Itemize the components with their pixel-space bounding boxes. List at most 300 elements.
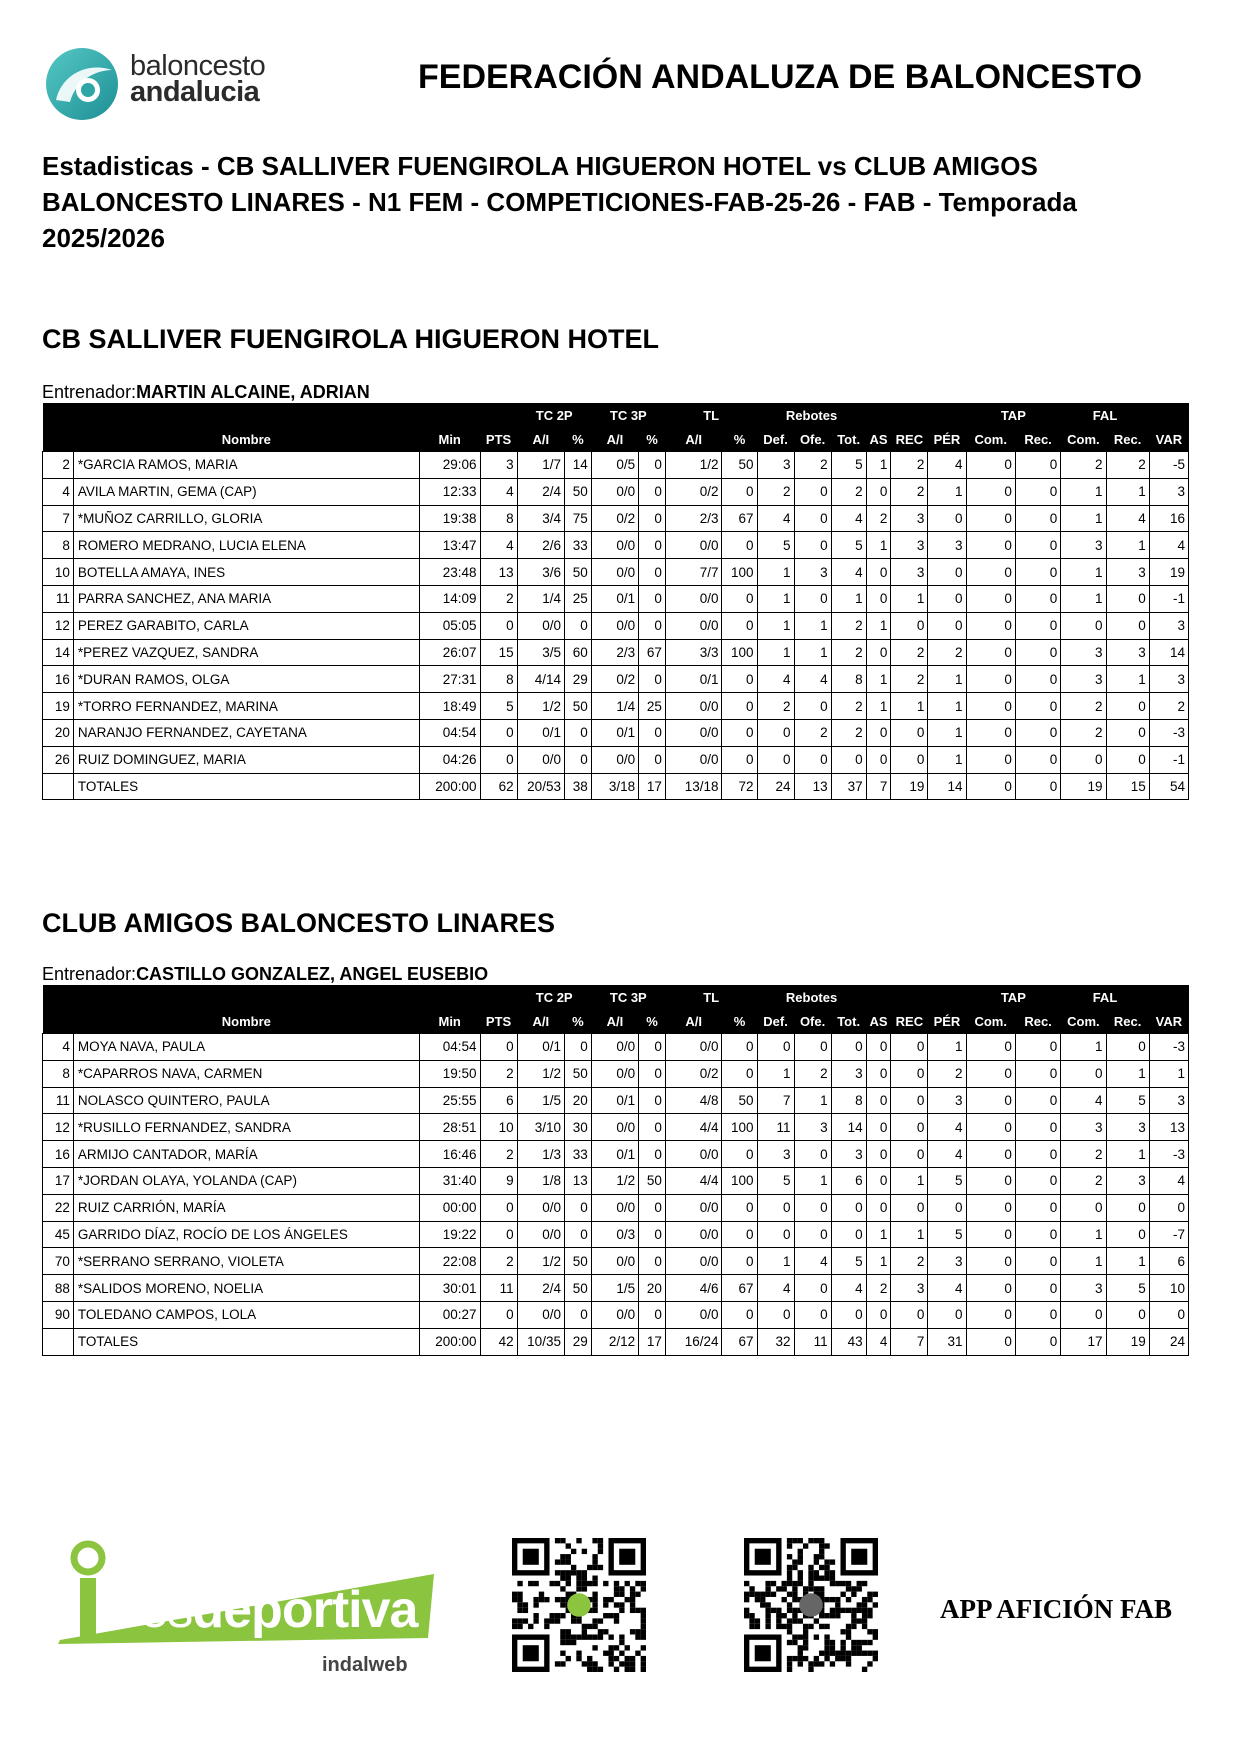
stat-cell: 1 xyxy=(794,1167,831,1194)
federation-title: FEDERACIÓN ANDALUZA DE BALONCESTO xyxy=(418,58,1143,96)
stat-cell: 3 xyxy=(1061,532,1106,559)
stat-cell: 9 xyxy=(480,1167,517,1194)
player-number: 2 xyxy=(43,452,74,479)
player-row xyxy=(43,1275,1189,1302)
stat-cell: 50 xyxy=(722,452,757,479)
stat-cell: 4 xyxy=(757,666,794,693)
column-header: Com. xyxy=(966,1009,1015,1034)
stat-cell: 3 xyxy=(1061,666,1106,693)
column-header: Rec. xyxy=(1015,427,1060,452)
column-header: A/I xyxy=(517,427,564,452)
stat-cell: 7/7 xyxy=(665,559,722,586)
stat-cell: 5 xyxy=(757,532,794,559)
stat-cell: 1 xyxy=(866,1221,891,1248)
player-row xyxy=(43,1167,1189,1194)
stat-cell: 0 xyxy=(480,1194,517,1221)
stat-cell: 13:47 xyxy=(419,532,480,559)
qr-code-android[interactable] xyxy=(512,1538,646,1672)
stat-cell: 0 xyxy=(966,1034,1015,1061)
stat-cell: 4/6 xyxy=(665,1275,722,1302)
stat-cell: 2 xyxy=(1061,1167,1106,1194)
player-row xyxy=(43,693,1189,720)
stat-cell: 1 xyxy=(757,1060,794,1087)
column-group-spacer xyxy=(43,403,518,427)
team-2-title: CLUB AMIGOS BALONCESTO LINARES xyxy=(42,908,556,938)
stat-cell: 72 xyxy=(722,773,757,800)
stat-cell: 0 xyxy=(722,746,757,773)
player-number: 90 xyxy=(43,1301,74,1328)
player-name: PEREZ GARABITO, CARLA xyxy=(73,612,419,639)
stat-cell: 0 xyxy=(564,612,591,639)
stat-cell: 2/3 xyxy=(665,505,722,532)
stat-cell: 0 xyxy=(639,505,666,532)
column-header: % xyxy=(722,1009,757,1034)
player-name: *RUSILLO FERNANDEZ, SANDRA xyxy=(73,1114,419,1141)
stat-cell: 0 xyxy=(831,1194,866,1221)
stat-cell: 20 xyxy=(564,1087,591,1114)
stat-cell: 0/1 xyxy=(591,1087,638,1114)
team-1-coach xyxy=(42,382,370,403)
stat-cell: 0 xyxy=(722,585,757,612)
stat-cell: 0 xyxy=(831,1301,866,1328)
column-group-spacer xyxy=(866,985,966,1009)
stat-cell: 3 xyxy=(794,1114,831,1141)
stat-cell: 2/12 xyxy=(591,1328,638,1355)
stat-cell: 0/0 xyxy=(517,612,564,639)
baloncesto-andalucia-logo xyxy=(42,44,282,122)
gesdeportiva-light: Ges xyxy=(100,1581,193,1639)
stat-cell: 100 xyxy=(722,1167,757,1194)
stat-cell: 0 xyxy=(866,1141,891,1168)
stat-cell: 0 xyxy=(966,1141,1015,1168)
stat-cell: 0 xyxy=(891,1060,928,1087)
column-header xyxy=(43,1009,74,1034)
column-header: PTS xyxy=(480,1009,517,1034)
stat-cell: 0 xyxy=(1106,693,1149,720)
stat-cell: 0 xyxy=(794,585,831,612)
player-name: RUIZ CARRIÓN, MARÍA xyxy=(73,1194,419,1221)
stat-cell: 0 xyxy=(966,693,1015,720)
stat-cell: 2/3 xyxy=(591,639,638,666)
stat-cell: 5 xyxy=(928,1221,966,1248)
player-name: *CAPARROS NAVA, CARMEN xyxy=(73,1060,419,1087)
stat-cell: 3 xyxy=(891,505,928,532)
stat-cell: 13 xyxy=(1149,1114,1188,1141)
stat-cell: 2 xyxy=(757,693,794,720)
stat-cell: 1/8 xyxy=(517,1167,564,1194)
stat-cell: 2 xyxy=(1061,1141,1106,1168)
stat-cell: 2/6 xyxy=(517,532,564,559)
stat-cell: 28:51 xyxy=(419,1114,480,1141)
stat-cell: 13 xyxy=(564,1167,591,1194)
stat-cell: 0 xyxy=(722,666,757,693)
column-group-spacer xyxy=(866,403,966,427)
stat-cell: 0 xyxy=(966,585,1015,612)
stat-cell: 2 xyxy=(831,693,866,720)
player-row xyxy=(43,612,1189,639)
coach-name: CASTILLO GONZALEZ, ANGEL EUSEBIO xyxy=(136,964,489,984)
player-row xyxy=(43,478,1189,505)
column-header: % xyxy=(564,1009,591,1034)
stat-cell: 3 xyxy=(1106,639,1149,666)
stat-cell: 0 xyxy=(794,693,831,720)
stat-cell: 1 xyxy=(891,1221,928,1248)
stat-cell: 4 xyxy=(757,1275,794,1302)
stat-cell: 0 xyxy=(722,1060,757,1087)
stat-cell: 50 xyxy=(564,1275,591,1302)
stat-cell: 0 xyxy=(866,1060,891,1087)
stat-cell: 1 xyxy=(757,1248,794,1275)
column-group-header: Rebotes xyxy=(757,403,866,427)
stat-cell: 4/8 xyxy=(665,1087,722,1114)
player-number xyxy=(43,773,74,800)
stat-cell: 0/0 xyxy=(517,746,564,773)
basketball-swirl-icon xyxy=(42,44,126,122)
stat-cell: 3 xyxy=(1061,1275,1106,1302)
stat-cell: 6 xyxy=(1149,1248,1188,1275)
stat-cell: 24 xyxy=(757,773,794,800)
column-group-spacer xyxy=(43,985,518,1009)
player-name: *PEREZ VAZQUEZ, SANDRA xyxy=(73,639,419,666)
stat-cell: 3 xyxy=(891,1275,928,1302)
stat-cell: 0 xyxy=(1015,532,1060,559)
stat-cell: -3 xyxy=(1149,1034,1188,1061)
stat-cell: 3 xyxy=(480,452,517,479)
stat-cell: 0/1 xyxy=(517,719,564,746)
app-aficion-label: APP AFICIÓN FAB xyxy=(940,1594,1173,1624)
stat-cell: 0/0 xyxy=(665,746,722,773)
stat-cell: 3/10 xyxy=(517,1114,564,1141)
apple-icon xyxy=(799,1593,823,1617)
stat-cell: 0 xyxy=(1015,719,1060,746)
stat-cell: 62 xyxy=(480,773,517,800)
stat-cell: 8 xyxy=(480,666,517,693)
gesdeportiva-text xyxy=(100,1581,418,1639)
stat-cell: 2/4 xyxy=(517,478,564,505)
stat-cell: 0 xyxy=(639,1141,666,1168)
stat-cell: 0 xyxy=(757,746,794,773)
stat-cell: 05:05 xyxy=(419,612,480,639)
stat-cell: 2 xyxy=(480,585,517,612)
stat-cell: 0/0 xyxy=(517,1194,564,1221)
stat-cell: 1 xyxy=(757,612,794,639)
stat-cell: 4/4 xyxy=(665,1167,722,1194)
stat-cell: 3/18 xyxy=(591,773,638,800)
stat-cell: 0 xyxy=(794,1194,831,1221)
player-name: NOLASCO QUINTERO, PAULA xyxy=(73,1087,419,1114)
stat-cell: 30 xyxy=(564,1114,591,1141)
stat-cell: 3 xyxy=(1106,1167,1149,1194)
stat-cell: 0 xyxy=(639,1194,666,1221)
stat-cell: 1 xyxy=(794,612,831,639)
stat-cell: 19:22 xyxy=(419,1221,480,1248)
stat-cell: 6 xyxy=(480,1087,517,1114)
stat-cell: 0 xyxy=(1015,666,1060,693)
stat-cell: 2/4 xyxy=(517,1275,564,1302)
stat-cell: 0 xyxy=(1015,1060,1060,1087)
player-row xyxy=(43,1141,1189,1168)
stat-cell: 0 xyxy=(1015,1221,1060,1248)
stat-cell: 00:27 xyxy=(419,1301,480,1328)
player-row xyxy=(43,585,1189,612)
stat-cell: 33 xyxy=(564,532,591,559)
stat-cell: 60 xyxy=(564,639,591,666)
stat-cell: 67 xyxy=(722,505,757,532)
player-number: 70 xyxy=(43,1248,74,1275)
stat-cell: 100 xyxy=(722,1114,757,1141)
stat-cell: 2 xyxy=(928,639,966,666)
stat-cell: 0/2 xyxy=(665,1060,722,1087)
stat-cell: 2 xyxy=(1149,693,1188,720)
stat-cell: 0 xyxy=(639,1034,666,1061)
stat-cell: 1/2 xyxy=(591,1167,638,1194)
stat-cell: 19:38 xyxy=(419,505,480,532)
stat-cell: 1/4 xyxy=(517,585,564,612)
stat-cell: 1 xyxy=(866,1248,891,1275)
column-header: % xyxy=(639,1009,666,1034)
stat-cell: 1 xyxy=(928,693,966,720)
player-name: *GARCIA RAMOS, MARIA xyxy=(73,452,419,479)
stat-cell: 19 xyxy=(1106,1328,1149,1355)
stat-cell: 0 xyxy=(1061,612,1106,639)
totals-row xyxy=(43,773,1189,800)
stat-cell: 4 xyxy=(831,559,866,586)
stat-cell: 0 xyxy=(928,1194,966,1221)
qr-code-ios[interactable] xyxy=(744,1538,878,1672)
stat-cell: 0 xyxy=(831,1221,866,1248)
stat-cell: 7 xyxy=(866,773,891,800)
player-number: 19 xyxy=(43,693,74,720)
stat-cell: 2 xyxy=(831,612,866,639)
stat-cell: 10 xyxy=(480,1114,517,1141)
stat-cell: 8 xyxy=(831,1087,866,1114)
stat-cell: 0 xyxy=(722,478,757,505)
stat-cell: 0 xyxy=(966,1275,1015,1302)
stat-cell: -1 xyxy=(1149,585,1188,612)
stat-cell: 2 xyxy=(757,478,794,505)
stat-cell: 1 xyxy=(1149,1060,1188,1087)
stat-cell: 1 xyxy=(831,585,866,612)
stat-cell: 0 xyxy=(757,1194,794,1221)
stat-cell: 14:09 xyxy=(419,585,480,612)
stat-cell: 2 xyxy=(1061,693,1106,720)
stat-cell: 14 xyxy=(831,1114,866,1141)
player-row xyxy=(43,1114,1189,1141)
player-number: 88 xyxy=(43,1275,74,1302)
stat-cell: 0 xyxy=(928,559,966,586)
stat-cell: 5 xyxy=(831,1248,866,1275)
stat-cell: 0 xyxy=(1106,719,1149,746)
stat-cell: 0 xyxy=(866,559,891,586)
player-name: *DURAN RAMOS, OLGA xyxy=(73,666,419,693)
stat-cell: 0 xyxy=(966,773,1015,800)
column-group-header: FAL xyxy=(1061,985,1150,1009)
stat-cell: 1/7 xyxy=(517,452,564,479)
stat-cell: 1/5 xyxy=(591,1275,638,1302)
stat-cell: 0 xyxy=(866,1167,891,1194)
stat-cell: 0 xyxy=(966,1248,1015,1275)
stat-cell: 0 xyxy=(1015,639,1060,666)
column-header: Tot. xyxy=(831,1009,866,1034)
stat-cell: 2 xyxy=(831,639,866,666)
stat-cell: 0 xyxy=(757,1221,794,1248)
stat-cell: 0 xyxy=(1106,612,1149,639)
column-header: VAR xyxy=(1149,1009,1188,1034)
stat-cell: 04:54 xyxy=(419,1034,480,1061)
stat-cell: 5 xyxy=(757,1167,794,1194)
stat-cell: 0 xyxy=(639,1221,666,1248)
stat-cell: 0 xyxy=(928,585,966,612)
player-row xyxy=(43,1060,1189,1087)
stat-cell: 30:01 xyxy=(419,1275,480,1302)
stat-cell: 13 xyxy=(794,773,831,800)
column-header: PÉR xyxy=(928,1009,966,1034)
stat-cell: 0/0 xyxy=(591,1060,638,1087)
column-group-spacer xyxy=(1149,403,1188,427)
stat-cell: 0 xyxy=(966,1087,1015,1114)
stat-cell: 0 xyxy=(966,1301,1015,1328)
stat-cell: 0 xyxy=(722,1034,757,1061)
player-number: 22 xyxy=(43,1194,74,1221)
column-header: Nombre xyxy=(73,1009,419,1034)
stat-cell: 1 xyxy=(1106,478,1149,505)
stat-cell: 0 xyxy=(1015,1194,1060,1221)
column-header: Rec. xyxy=(1015,1009,1060,1034)
stat-cell: 4 xyxy=(928,452,966,479)
stat-cell: 0/0 xyxy=(665,1301,722,1328)
stat-cell: 1 xyxy=(891,693,928,720)
stat-cell: 1 xyxy=(928,1034,966,1061)
player-row xyxy=(43,505,1189,532)
stat-cell: 0 xyxy=(794,1275,831,1302)
player-name: TOTALES xyxy=(73,1328,419,1355)
column-group-header: TL xyxy=(665,985,757,1009)
stat-cell: 0 xyxy=(966,1194,1015,1221)
stat-cell: 5 xyxy=(928,1167,966,1194)
stat-cell: 0 xyxy=(794,746,831,773)
stat-cell: 0 xyxy=(1015,1167,1060,1194)
stat-cell: 3 xyxy=(891,532,928,559)
stat-cell: 4 xyxy=(794,666,831,693)
stat-cell: 3/5 xyxy=(517,639,564,666)
stat-cell: 3 xyxy=(1106,559,1149,586)
column-header: A/I xyxy=(665,427,722,452)
column-header: Com. xyxy=(1061,1009,1106,1034)
stat-cell: 0 xyxy=(1015,505,1060,532)
stat-cell: 0 xyxy=(1106,746,1149,773)
player-number: 45 xyxy=(43,1221,74,1248)
stat-cell: 0 xyxy=(639,532,666,559)
player-row xyxy=(43,1221,1189,1248)
player-name: GARRIDO DÍAZ, ROCÍO DE LOS ÁNGELES xyxy=(73,1221,419,1248)
column-header: AS xyxy=(866,427,891,452)
team-1-title: CB SALLIVER FUENGIROLA HIGUERON HOTEL xyxy=(42,324,660,354)
stat-cell: 0 xyxy=(794,1034,831,1061)
stat-cell: 37 xyxy=(831,773,866,800)
stat-cell: 4 xyxy=(831,505,866,532)
stat-cell: 8 xyxy=(831,666,866,693)
stat-cell: 3/6 xyxy=(517,559,564,586)
stat-cell: 0 xyxy=(1015,585,1060,612)
stat-cell: 5 xyxy=(480,693,517,720)
column-header: Def. xyxy=(757,1009,794,1034)
stat-cell: 1 xyxy=(1061,1248,1106,1275)
column-group-header: Rebotes xyxy=(757,985,866,1009)
stat-cell: 0 xyxy=(1015,612,1060,639)
stat-cell: 3/3 xyxy=(665,639,722,666)
stat-cell: 1/4 xyxy=(591,693,638,720)
stat-cell: 50 xyxy=(564,559,591,586)
stat-cell: 0 xyxy=(564,1194,591,1221)
stat-cell: 0 xyxy=(1015,559,1060,586)
stat-cell: 0 xyxy=(794,505,831,532)
stat-cell: 0 xyxy=(966,1060,1015,1087)
stat-cell: 0/0 xyxy=(517,1221,564,1248)
stat-cell: 0 xyxy=(639,559,666,586)
stat-cell: 1/5 xyxy=(517,1087,564,1114)
stat-cell: 0 xyxy=(639,1087,666,1114)
stat-cell: 0 xyxy=(639,452,666,479)
stat-cell: 1 xyxy=(928,746,966,773)
stat-cell: 20 xyxy=(639,1275,666,1302)
stat-cell: 1/2 xyxy=(517,693,564,720)
stat-cell: 67 xyxy=(722,1275,757,1302)
stat-cell: 2 xyxy=(928,1060,966,1087)
stat-cell: 0 xyxy=(1106,1034,1149,1061)
stat-cell: 0 xyxy=(1015,1114,1060,1141)
stat-cell: 16:46 xyxy=(419,1141,480,1168)
stat-cell: 3 xyxy=(1061,639,1106,666)
player-name: *SALIDOS MORENO, NOELIA xyxy=(73,1275,419,1302)
stat-cell: 1/2 xyxy=(665,452,722,479)
stat-cell: 0/1 xyxy=(665,666,722,693)
stat-cell: 0/0 xyxy=(665,1034,722,1061)
stat-cell: 13/18 xyxy=(665,773,722,800)
stat-cell: -1 xyxy=(1149,746,1188,773)
player-name: NARANJO FERNANDEZ, CAYETANA xyxy=(73,719,419,746)
column-header: A/I xyxy=(591,1009,638,1034)
stat-cell: 0 xyxy=(966,639,1015,666)
player-number xyxy=(43,1328,74,1355)
player-name: PARRA SANCHEZ, ANA MARIA xyxy=(73,585,419,612)
stat-cell: 0 xyxy=(891,1087,928,1114)
coach-name: MARTIN ALCAINE, ADRIAN xyxy=(136,382,370,402)
player-name: *MUÑOZ CARRILLO, GLORIA xyxy=(73,505,419,532)
stat-cell: 0/0 xyxy=(591,559,638,586)
stat-cell: 1 xyxy=(1061,559,1106,586)
player-number: 10 xyxy=(43,559,74,586)
stat-cell: 11 xyxy=(757,1114,794,1141)
stat-cell: 2 xyxy=(891,478,928,505)
stat-cell: 2 xyxy=(480,1060,517,1087)
stat-cell: 29:06 xyxy=(419,452,480,479)
stat-cell: 0 xyxy=(831,746,866,773)
column-group-header: TAP xyxy=(966,985,1061,1009)
stat-cell: 4 xyxy=(1149,532,1188,559)
stat-cell: 17 xyxy=(639,1328,666,1355)
stat-cell: 1 xyxy=(794,1087,831,1114)
stat-cell: 2 xyxy=(831,719,866,746)
stat-cell: 0 xyxy=(891,1114,928,1141)
stat-cell: 0/0 xyxy=(591,746,638,773)
stat-cell: 67 xyxy=(639,639,666,666)
stat-cell: 27:31 xyxy=(419,666,480,693)
stat-cell: 54 xyxy=(1149,773,1188,800)
stat-cell: 3 xyxy=(757,1141,794,1168)
stat-cell: 2 xyxy=(1106,452,1149,479)
stat-cell: 0 xyxy=(564,1301,591,1328)
stat-cell: 0 xyxy=(1106,1301,1149,1328)
